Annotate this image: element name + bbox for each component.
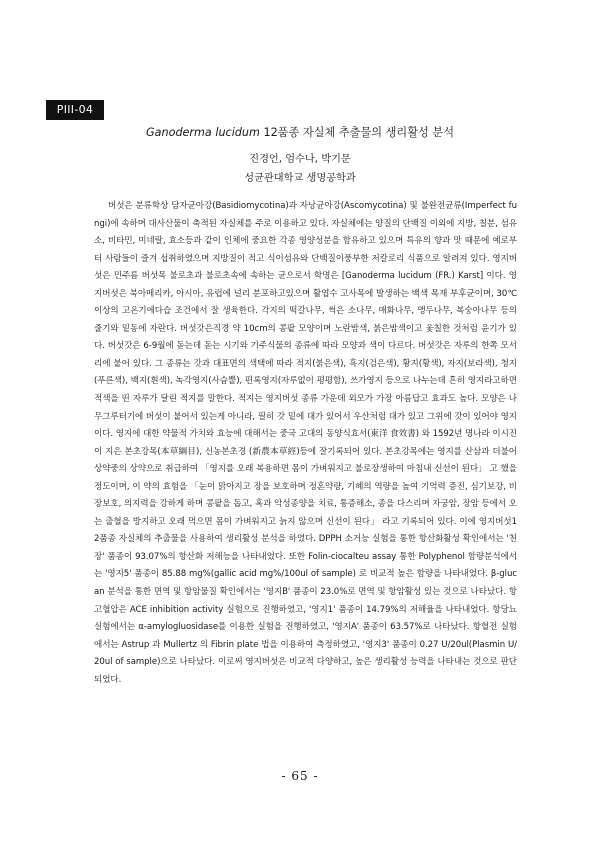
abstract-body: 버섯은 분류학상 담자균아강(Basidiomycotina)과 자낭균아강(Ascomycotina) 및 불완전균류(Imperfect fungi)에 속하며 대사산물이 축적된 자실체를 주로 이용하고 있다. 자실체에는 양질의 단백질 이외에 지방, 칠분, 섬유소, 비타민, 미네랄, 효소등과 같이 인체에 중요한 각종 영양성분을 함유하고 있으며 특유의 향과 맛 때문에 예로부터 사람들이 즐겨 섭취하였으며 지방질이 적고 식이섬유와 단백질이풍부한 저칼로리 식품으로 알려져 있다. 영지버섯은 민주름 버섯목 불로초과 불로초속에 속하는 균으로서 학명은 [Ganoderma lucidum (FR.) Karst] 이다. 영지버섯은 북아메리카, 아시아, 유럽에 널리 분포하고있으며 활엽수 고사목에 발생하는 백색 목재 부후균이며, 30℃이상의 고온기에다습 조건에서 잘 생육한다. 각지의 떡갈나무, 썩은 소나무, 매화나무, 앵두나무, 복숭아나무 등의 줄기와 밑동에 자란다. 버섯갓은직경 약 10cm의 콩팥 모양이며 노란밤색, 붉은밤색이고 옻칠한 것처럼 윤기가 있다. 버섯갓은 6-9월에 돋는데 돋는 시기와 기주식물의 종류에 따라 모양과 색이 다르다. 버섯갓은 자루의 한쪽 모서리에 붙어 있다. 그 종류는 갓과 대표면의 색택에 따라 적지(붉은색), 흑지(검은색), 황지(황색), 자지(보라색), 청지(푸른색), 백지(흰색), 녹각영지(사슴뿔), 편록영지(자루없이 평평함), 쓰가영지 등으로 나누는데 흔히 영지라고하면 적색을 띤 자루가 달린 적지를 말한다. 적지는 영지버섯 종류 가운데 외모가 가장 아름답고 효과도 높다. 모양은 나무그루터기에 버섯이 붙어서 있는게 아니라, 필히 갓 밑에 대가 있어서 우산처럼 대가 있고 그위에 갓이 있어야 영지이다. 영지에 대한 약물적 가치와 효능에 대해서는 중국 고대의 동양식효서(東洋 食效書) 와 1592년 명나라 이시진이 지은 본초강목(本草綱目), 신농본초경 (新農本草經)등에 잘기록되어 있다. 본초강목에는 영지를 산삼과 더불어 상약중의 상약으로 취급하여 「영지를 오래 복용하면 몸이 가벼워지고 불로장생하여 마침내 신선이 된다」 고 했을 정도이며, 이 약의 효험을 「눈이 맑아지고 장을 보호하며 정혼약량, 기혜의 역량을 높여 기억력 증진, 심기보강, 비장보호, 의지력을 강하게 하며 콩팥을 돕고, 혹과 악성종양을 치료, 통증해소, 종을 다스리며 자궁암, 장암 등에서 오는 출혈을 방지하고 오래 먹으면 몸이 가벼워지고 늙지 않으며 신선이 된다」 라고 기록되어 있다. 이에 영지버섯12품종 자실체의 추출물을 사용하여 생리활성 분석을 하였다. DPPH 소거능 실험을 통한 항산화활성 확인에서는 '천장' 품종이 93.07%의 항산화 저해능을 나타내었다. 또한 Folin-ciocalteu assay 통한 Polyphenol 함량분석에서는 '영지5' 품종이 85.88 mg%(gallic acid mg%/100ul of sample) 로 비교적 높은 함량을 나타내었다. β-glucan 분석을 통한 면역 및 항암물질 확인에서는 '영지B' 품종이 23.0%로 면역 및 항암활성 있는 것으로 나타났다. 항고혈압은 ACE inhibition activity 실험으로 진행하였고, '영지1' 품종이 14.79%의 저해율을 나타내었다. 항당뇨 실험에서는 α-amylogluosidase를 이용한 실험을 진행하였고, '영지A' 품종이 63.57%로 나타났다. 항혈전 실험에서는 Astrup 과 Mullertz 의 Fibrin plate 법을 이용하여 측정하였고, '영지3' 품종이 0.27 U/20ul(Plasmin U/20ul of sample)으로 나타났다. 이로써 영지버섯은 비교적 다양하고, 높은 생리활성 능력을 나타내는 것으로 판단되었다. xyxy=(94,201,517,685)
title-species: Ganoderma lucidum xyxy=(145,126,260,139)
affiliation: 성균관대학교 생명공학과 xyxy=(244,173,356,184)
session-badge: PIII-04 xyxy=(46,100,104,120)
page-number: - 65 - xyxy=(281,769,319,783)
paper-title xyxy=(60,125,540,141)
title-rest: 12품종 자실체 추출물의 생리활성 분석 xyxy=(259,126,455,139)
authors: 진경언, 엄수나, 박기문 xyxy=(249,154,351,165)
